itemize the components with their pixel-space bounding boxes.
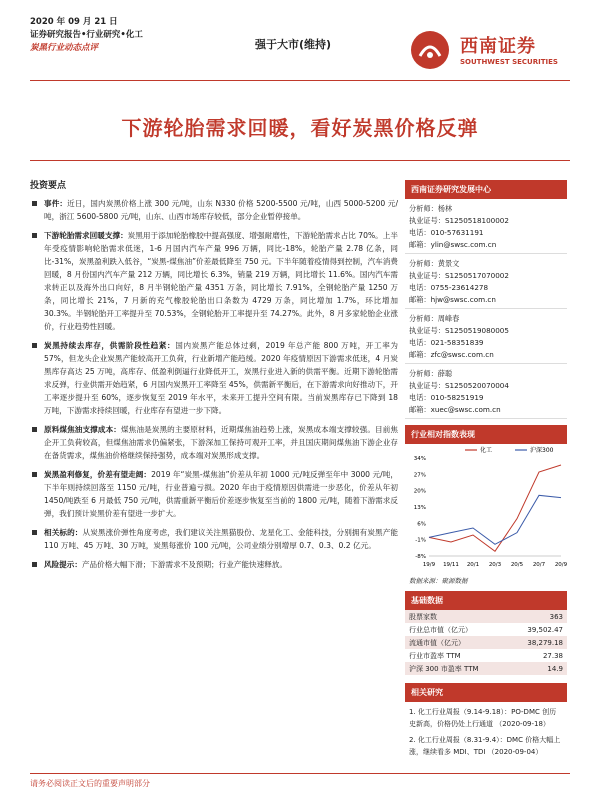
y-tick-label: -1% bbox=[415, 537, 426, 544]
x-tick-label: 20/9 bbox=[554, 562, 567, 568]
key-point-text: 从炭黑涨价弹性角度考虑，我们建议关注黑猫股份、龙星化工、金能科技，分别拥有炭黑产能 110 万吨、45 万吨、30 万吨，炭黑每涨价 100 元/吨，公司业绩分别增厚 0.7、0.3、0.2 亿元。 bbox=[44, 528, 399, 550]
analyst-l1: 分析师：杨林 bbox=[409, 204, 453, 213]
legend-label: 沪深300 bbox=[530, 447, 554, 454]
chart-heading: 行业相对指数表现 bbox=[405, 425, 567, 444]
y-tick-label: 13% bbox=[413, 505, 426, 511]
data-row bbox=[405, 610, 567, 623]
key-point-lead: 炭黑盈利修复，价差有望走阔： bbox=[44, 470, 152, 479]
data-value: 38,279.18 bbox=[509, 636, 567, 649]
series-line-1 bbox=[429, 495, 561, 544]
related-research bbox=[405, 702, 567, 766]
main-content bbox=[30, 180, 398, 577]
key-point bbox=[30, 526, 398, 552]
data-value: 363 bbox=[509, 610, 567, 623]
key-point-text: 炭黑用于添加轮胎橡胶中提高强度、增强耐磨性，下游轮胎需求占比 70%。上半年受疫情影响轮胎需求低迷，1-6 月国内汽车产量 996 万辆，同比-18%，轮胎产量 2.78 亿条，同比-31%，炭黑盈利跌入低谷，“炭黑-煤焦油”价差最低降至 750 元。下半年随着疫情得到控制，汽车消费回暖，8 月份国内汽车产量 212 万辆，同比增长 6.3%，销量 219 万辆，同比增长 11.6%。国内汽车需求转正以及海外出口向好，8 月半钢轮胎产量 4351 万条，同比增长 7.91%，全钢轮胎产量 1250 万条，同比增长 21%，7 月新的充气橡胶轮胎出口条数为 4729 万条，同比增加 1.7%，环比增加 30.3%。半钢轮胎开工率提升至 70.53%，全钢轮胎开工率提升至 74.27%。此外，8 月多家轮胎企业涨价，行业趋势性回暖。 bbox=[44, 231, 398, 331]
analyst-card bbox=[405, 199, 567, 254]
analyst-card bbox=[405, 309, 567, 364]
section-heading: 投资要点 bbox=[30, 181, 67, 191]
logo-mark-icon bbox=[410, 30, 450, 70]
brand-name: 西南证券 bbox=[460, 36, 536, 57]
key-point-text: 煤焦油是炭黑的主要原材料，近期煤焦油趋势上涨，炭黑成本端支撑较强。目前焦企开工负荷较高，但煤焦油需求仍偏紧张，下游深加工保持可观开工率，并且国庆期间煤焦油下游企业存在备货需求，煤焦油价格继续保持强势，成本端对炭黑形成支撑。 bbox=[44, 425, 399, 460]
key-point-lead: 下游轮胎需求回暖支撑： bbox=[44, 231, 128, 240]
y-tick-label: -8% bbox=[415, 554, 426, 560]
industry-rating: 强于大市(维持) bbox=[255, 38, 332, 51]
footer-disclaimer: 请务必阅读正文后的重要声明部分 bbox=[30, 779, 150, 788]
report-type: 证券研究报告•行业研究•化工 bbox=[30, 30, 143, 40]
analyst-l1: 分析师：周峰春 bbox=[409, 314, 460, 323]
analyst-l4: 邮箱：xuec@swsc.com.cn bbox=[409, 405, 501, 414]
key-point-lead: 炭黑持续去库存，供需阶段性趋紧： bbox=[44, 341, 176, 350]
research-heading: 西南证券研究发展中心 bbox=[405, 180, 567, 199]
key-point bbox=[30, 197, 398, 223]
series-line-0 bbox=[429, 465, 561, 551]
report-title: 下游轮胎需求回暖，看好炭黑价格反弹 bbox=[121, 116, 479, 140]
analyst-card bbox=[405, 254, 567, 309]
header-left bbox=[30, 16, 143, 55]
key-point-text: 产品价格大幅下滑；下游需求不及预期；行业产能快速释放。 bbox=[81, 560, 287, 569]
key-point-lead: 相关标的： bbox=[44, 528, 83, 537]
x-tick-label: 19/9 bbox=[422, 562, 436, 568]
key-point-lead: 风险提示： bbox=[44, 560, 82, 569]
analyst-card bbox=[405, 364, 567, 419]
related-heading: 相关研究 bbox=[405, 683, 567, 702]
footer-divider bbox=[30, 773, 570, 774]
title-divider bbox=[30, 160, 570, 161]
key-point-lead: 原料煤焦油支撑成本： bbox=[44, 425, 121, 434]
key-point bbox=[30, 558, 398, 571]
key-point bbox=[30, 229, 398, 333]
key-point-text: 2019 年“炭黑-煤焦油”价差从年初 1000 元/吨反弹至年中 3000 元/吨，下半年则持续回落至 1150 元/吨，行业普遍亏损。2020 年由于疫情原因供需进一步恶化，价差从年初 1450/吨跌至 6 月最低 750 元/吨，供需重新平衡后价差逐步恢复至当前的 1800 元/吨，随着下游需求反弹，我们预计炭黑价差有望进一步扩大。 bbox=[44, 470, 398, 518]
data-value: 39,502.47 bbox=[527, 625, 563, 634]
analyst-l1: 分析师：薛聪 bbox=[409, 369, 453, 378]
x-tick-label: 20/5 bbox=[510, 562, 524, 568]
sidebar bbox=[405, 180, 567, 766]
data-value: 27.38 bbox=[542, 651, 563, 660]
data-row bbox=[405, 636, 567, 649]
x-tick-label: 20/7 bbox=[532, 562, 546, 568]
analyst-l4: 邮箱：hjw@swsc.com.cn bbox=[409, 295, 496, 304]
report-date: 2020 年 09 月 21 日 bbox=[30, 17, 118, 27]
brand-logo bbox=[410, 30, 570, 72]
key-point-lead: 事件： bbox=[44, 199, 68, 208]
analyst-l2: 执业证号：S1250519080005 bbox=[409, 326, 509, 335]
index-chart bbox=[405, 444, 567, 574]
analyst-l2: 执业证号：S1250517070002 bbox=[409, 271, 509, 280]
basic-data-table bbox=[405, 610, 567, 675]
index-chart-svg bbox=[405, 444, 567, 574]
key-points bbox=[30, 197, 398, 571]
x-tick-label: 20/1 bbox=[466, 562, 480, 568]
analyst-l3: 电话：021-58351839 bbox=[409, 338, 484, 347]
x-tick-label: 19/11 bbox=[443, 562, 459, 568]
analyst-l3: 电话：010-57631191 bbox=[409, 228, 484, 237]
data-row bbox=[405, 662, 567, 675]
data-key: 行业市盈率 TTM bbox=[409, 651, 461, 660]
chart-source: 数据来源：聚源数据 bbox=[409, 577, 468, 585]
key-point bbox=[30, 423, 398, 462]
y-tick-label: 27% bbox=[413, 472, 426, 479]
data-row bbox=[405, 623, 567, 636]
data-key: 股票家数 bbox=[405, 610, 509, 623]
x-tick-label: 20/3 bbox=[488, 562, 502, 568]
data-value: 14.9 bbox=[509, 662, 567, 675]
legend-label: 化工 bbox=[480, 447, 493, 454]
y-tick-label: 6% bbox=[417, 521, 426, 528]
analyst-l4: 邮箱：zfc@swsc.com.cn bbox=[409, 350, 494, 359]
related-item[interactable]: 1. 化工行业周报（9.14-9.18）：PO-DMC 创历史新高，价格仍处上行通道 （2020-09-18） bbox=[409, 708, 557, 728]
data-key: 流通市值（亿元） bbox=[405, 636, 509, 649]
key-point-text: 近日，国内炭黑价格上涨 300 元/吨，山东 N330 价格 5200-5500 元/吨，山西 5000-5200 元/吨，浙江 5600-5800 元/吨，山东、山西市场库存较低，部分企业暂停接单。 bbox=[44, 199, 399, 221]
index-chart-box bbox=[405, 425, 567, 587]
key-point bbox=[30, 468, 398, 520]
data-row bbox=[405, 649, 567, 662]
analyst-list bbox=[405, 199, 567, 419]
key-point bbox=[30, 339, 398, 417]
related-item[interactable]: 2. 化工行业周报（8.31-9.4）：DMC 价格大幅上涨，继续看多 MDI、TDI （2020-09-04） bbox=[409, 736, 561, 756]
data-key: 行业总市值（亿元） bbox=[409, 625, 472, 634]
data-key: 沪深 300 市盈率 TTM bbox=[405, 662, 509, 675]
brand-name-en: SOUTHWEST SECURITIES bbox=[460, 58, 558, 66]
analyst-l3: 电话：010-58251919 bbox=[409, 393, 484, 402]
analyst-l1: 分析师：黄景文 bbox=[409, 259, 460, 268]
key-point-text: 国内炭黑产能总体过剩，2019 年总产能 800 万吨，开工率为 57%，但龙头企业炭黑产能较高开工负荷，行业新增产能趋缓。2020 年疫情原因下游需求低迷，4 月炭黑库存高达 25 万吨，高库存、低盈利倒逼行业降低开工，炭黑行业进入新的供需平衡。近期下游轮胎需求反弹，行业供需开始趋紧，6 月国内炭黑开工率降至 45%，供需新平衡后，在下游需求向好推动下，开工率逐步提升至 60%，逐步恢复至 2019 年水平，未来开工提升空间有限。当前炭黑库存已下降到 18 万吨，下游需求持续回暖，行业库存有望进一步下降。 bbox=[44, 341, 398, 415]
analyst-l4: 邮箱：ylin@swsc.com.cn bbox=[409, 240, 497, 249]
y-tick-label: 20% bbox=[413, 488, 426, 495]
top-divider bbox=[30, 80, 570, 81]
report-subtype: 炭黑行业动态点评 bbox=[30, 43, 99, 53]
data-heading: 基础数据 bbox=[405, 591, 567, 610]
analyst-l2: 执业证号：S1250520070004 bbox=[409, 381, 509, 390]
analyst-l2: 执业证号：S1250518100002 bbox=[409, 216, 509, 225]
analyst-l3: 电话：0755-23614278 bbox=[409, 283, 489, 292]
y-tick-label: 34% bbox=[413, 456, 426, 462]
